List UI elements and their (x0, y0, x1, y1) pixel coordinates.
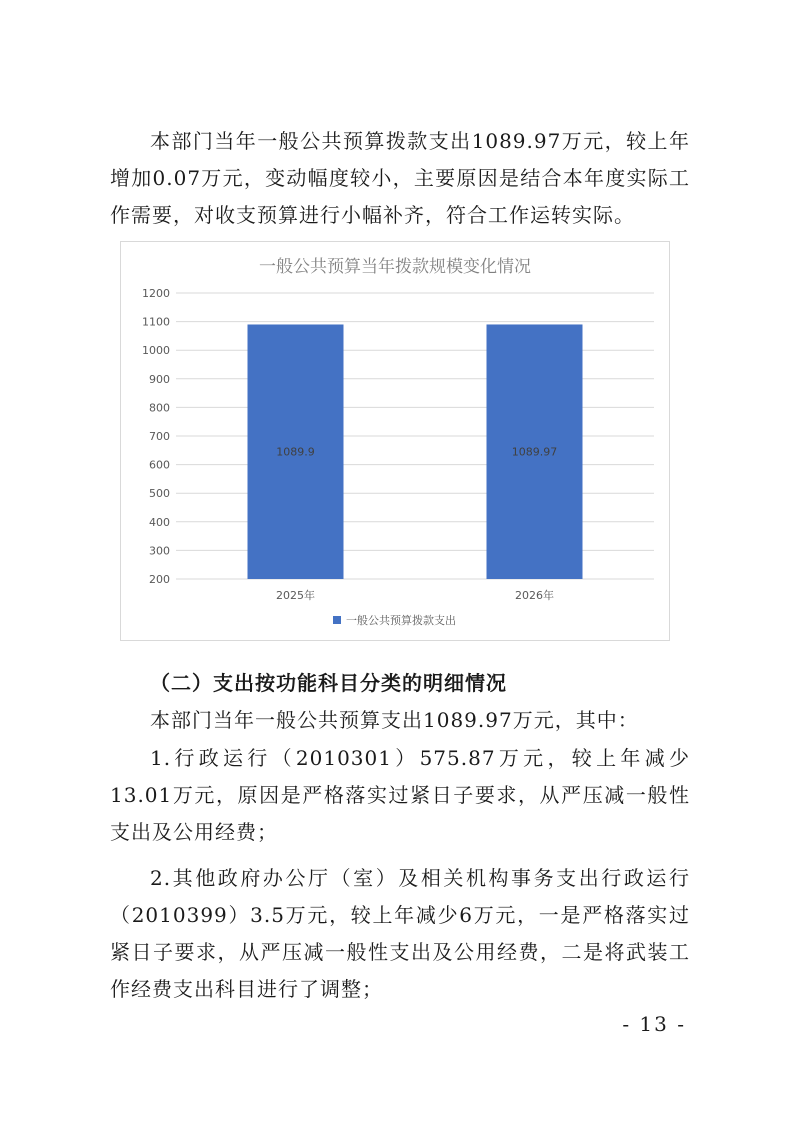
bar-chart (120, 241, 670, 641)
legend-label: 一般公共预算拨款支出 (346, 614, 456, 627)
y-tick-label: 300 (149, 544, 170, 558)
y-tick-label: 800 (149, 401, 170, 415)
y-tick-label: 1000 (142, 344, 170, 358)
y-tick-label: 900 (149, 372, 170, 386)
paragraph-item-2: 2.其他政府办公厅（室）及相关机构事务支出行政运行（2010399）3.5万元，较上年减少6万元，一是严格落实过紧日子要求，从严压减一般性支出及公用经费，二是将武装工作经费支出科目进行了调整； (110, 866, 690, 1001)
y-tick-label: 200 (149, 573, 170, 586)
page-number: - 13 - (622, 1012, 686, 1036)
bar-data-label: 1089.9 (276, 445, 315, 459)
paragraph-budget-summary: 本部门当年一般公共预算拨款支出1089.97万元，较上年增加0.07万元，变动幅度较小，主要原因是结合本年度实际工作需要，对收支预算进行小幅补齐，符合工作运转实际。 (110, 129, 690, 227)
y-tick-label: 1200 (142, 287, 170, 300)
paragraph-expenditure-total: 本部门当年一般公共预算支出1089.97万元，其中： (150, 708, 639, 732)
y-tick-label: 700 (149, 430, 170, 443)
y-tick-label: 1100 (142, 315, 170, 329)
x-category-label: 2025年 (276, 589, 315, 602)
chart-title: 一般公共预算当年拨款规模变化情况 (259, 257, 531, 277)
paragraph-item-1: 1.行政运行（2010301）575.87万元，较上年减少13.01万元，原因是严格落实过紧日子要求，从严压减一般性支出及公用经费； (110, 746, 690, 844)
y-tick-label: 500 (149, 487, 170, 501)
y-tick-label: 400 (149, 515, 170, 529)
section-heading-functional-classification: （二）支出按功能科目分类的明细情况 (150, 671, 507, 695)
legend-swatch (333, 616, 341, 624)
bar-chart-svg (121, 242, 669, 640)
y-tick-label: 600 (149, 458, 170, 472)
bar-data-label: 1089.97 (511, 445, 558, 459)
x-category-label: 2026年 (515, 589, 554, 602)
